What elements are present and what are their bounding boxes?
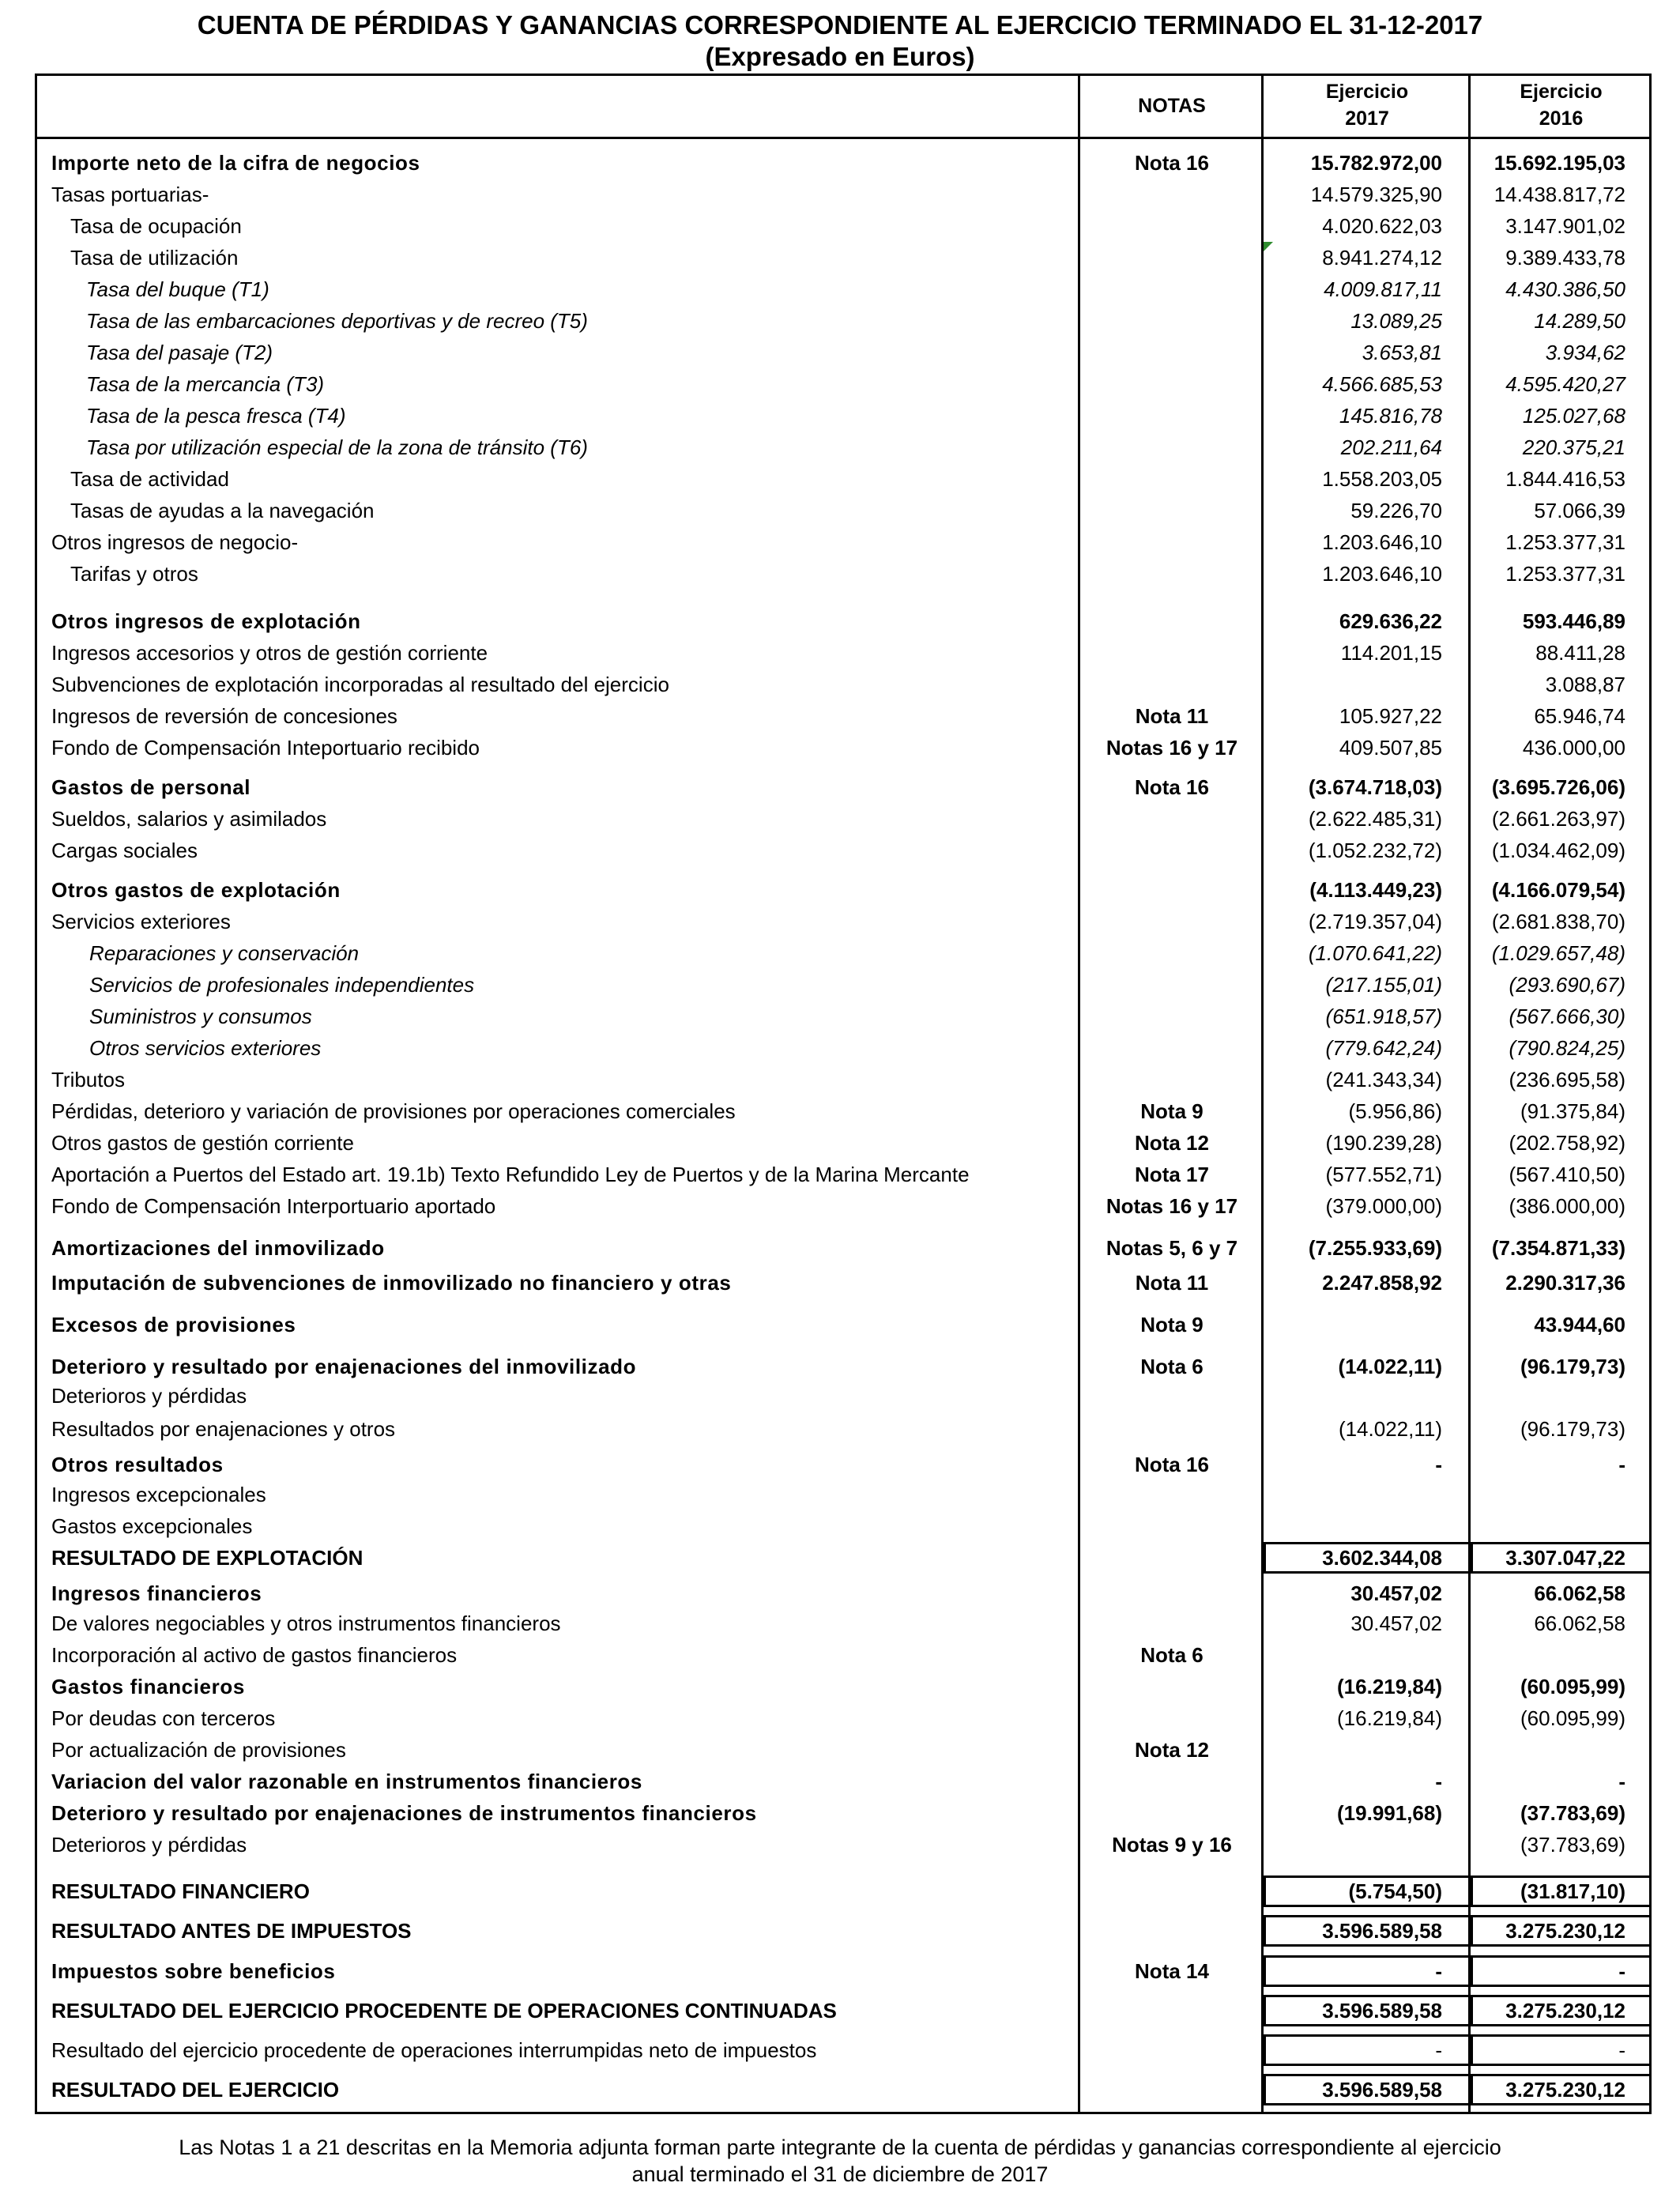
row-label: Ingresos de reversión de concesiones [51,704,397,728]
row-label: Otros servicios exteriores [89,1036,322,1060]
row-label: Tasa por utilización especial de la zona de tránsito (T6) [86,435,588,459]
table-row [37,669,1649,700]
row-label: Suministros y consumos [89,1005,312,1028]
row-label: Tarifas y otros [70,562,198,586]
row-value-2016: - [1618,2038,1625,2062]
row-value-2016: 15.692.195,03 [1494,151,1625,175]
table-row [37,937,1649,969]
table-row [37,1267,1649,1299]
row-value-2016: 1.253.377,31 [1505,530,1625,554]
table-row [37,1671,1649,1702]
row-value-2016: (96.179,73) [1520,1355,1625,1378]
table-row [37,1510,1649,1542]
table-row [37,1380,1649,1412]
row-nota: Nota 12 [1135,1738,1209,1762]
row-value-2016: 57.066,39 [1534,499,1625,522]
row-label: RESULTADO DE EXPLOTACIÓN [51,1546,363,1570]
row-value-2016: 1.253.377,31 [1505,562,1625,586]
row-value-2017: 3.596.589,58 [1322,1919,1442,1943]
row-label: Otros gastos de explotación [51,878,341,902]
row-label: Variacion del valor razonable en instrumentos financieros [51,1770,642,1793]
table-row [37,273,1649,305]
table-row [37,2074,1649,2105]
row-value-2017: 1.203.646,10 [1322,530,1442,554]
row-value-2017: (577.552,71) [1325,1163,1442,1186]
table-row [37,803,1649,835]
row-value-2016: (567.410,50) [1509,1163,1625,1186]
row-value-2017: 3.602.344,08 [1322,1546,1442,1570]
row-label: Resultado del ejercicio procedente de operaciones interrumpidas neto de impuestos [51,2038,817,2062]
row-label: Tasa del buque (T1) [86,277,269,301]
row-value-2017: (19.991,68) [1337,1801,1442,1825]
row-value-2016: 43.944,60 [1534,1313,1625,1336]
row-value-2016: 3.275.230,12 [1505,1919,1625,1943]
table-row [37,1766,1649,1797]
row-value-2016: (1.034.462,09) [1491,839,1625,862]
row-value-2017: (2.719.357,04) [1308,910,1442,933]
row-value-2016: 3.934,62 [1545,341,1625,364]
table-row [37,1479,1649,1510]
row-value-2017: 629.636,22 [1339,609,1442,633]
row-value-2017: (1.052.232,72) [1308,839,1442,862]
row-label: Gastos excepcionales [51,1514,253,1538]
row-label: Otros gastos de gestión corriente [51,1131,354,1155]
row-value-2016: (3.695.726,06) [1491,775,1625,799]
row-value-2016: (1.029.657,48) [1491,941,1625,965]
table-header [37,76,1649,139]
row-label: Otros ingresos de negocio- [51,530,299,554]
row-value-2017: (779.642,24) [1325,1036,1442,1060]
row-value-2017: 14.579.325,90 [1310,183,1442,206]
row-value-2016: (60.095,99) [1520,1675,1625,1698]
row-nota: Nota 11 [1135,1271,1209,1295]
row-value-2016: (91.375,84) [1520,1099,1625,1123]
row-value-2017: 3.596.589,58 [1322,2078,1442,2102]
table-row [37,147,1649,179]
row-label: Deterioros y pérdidas [51,1833,247,1857]
table-row [37,1542,1649,1574]
row-value-2016: - [1618,1770,1625,1793]
row-nota: Nota 17 [1135,1163,1209,1186]
row-value-2017: - [1435,1959,1442,1983]
row-label: Gastos financieros [51,1675,245,1698]
table-row [37,179,1649,210]
row-value-2017: 13.089,25 [1350,309,1442,333]
header-ejercicio-2017 [1264,76,1471,137]
table-row [37,463,1649,495]
row-value-2016: 4.430.386,50 [1505,277,1625,301]
table-row [37,732,1649,763]
row-value-2016: (37.783,69) [1520,1833,1625,1857]
row-value-2017: (1.070.641,22) [1308,941,1442,965]
row-value-2016: 3.307.047,22 [1505,1546,1625,1570]
table-row [37,1413,1649,1445]
table-row [37,1309,1649,1340]
row-nota: Notas 16 y 17 [1106,736,1238,760]
row-label: RESULTADO ANTES DE IMPUESTOS [51,1919,412,1943]
table-row [37,337,1649,368]
row-value-2017: (16.219,84) [1337,1706,1442,1730]
footnote [0,2134,1680,2188]
row-value-2016: 9.389.433,78 [1505,246,1625,270]
row-label: Tasa de utilización [70,246,239,270]
row-label: Ingresos excepcionales [51,1483,266,1506]
row-value-2016: (7.354.871,33) [1491,1236,1625,1260]
row-label: Ingresos financieros [51,1581,262,1605]
row-value-2016: (31.817,10) [1520,1879,1625,1903]
row-value-2017: (651.918,57) [1325,1005,1442,1028]
row-value-2017: (7.255.933,69) [1308,1236,1442,1260]
row-value-2017: 105.927,22 [1339,704,1442,728]
row-label: Deterioros y pérdidas [51,1384,247,1408]
row-nota: Nota 14 [1135,1959,1209,1983]
header-2017-line-1: Ejercicio [1325,81,1409,103]
row-value-2017: (217.155,01) [1325,973,1442,997]
row-label: Tasas portuarias- [51,183,209,206]
row-value-2017: 409.507,85 [1339,736,1442,760]
row-value-2017: - [1435,1453,1442,1476]
row-label: Amortizaciones del inmovilizado [51,1236,385,1260]
table-row [37,835,1649,866]
table-row [37,1449,1649,1480]
table-row [37,495,1649,526]
row-value-2016: 88.411,28 [1535,641,1625,665]
row-nota: Nota 9 [1140,1099,1203,1123]
table-row [37,1639,1649,1671]
row-label: Gastos de personal [51,775,251,799]
row-label: Tasas de ayudas a la navegación [70,499,375,522]
row-value-2016: 14.438.817,72 [1494,183,1625,206]
table-row [37,1578,1649,1609]
row-value-2016: 65.946,74 [1534,704,1625,728]
table-row [37,605,1649,637]
row-label: Importe neto de la cifra de negocios [51,151,420,175]
table-row [37,969,1649,1001]
row-label: Imputación de subvenciones de inmovilizado no financiero y otras [51,1271,732,1295]
row-label: Cargas sociales [51,839,198,862]
row-label: Otros resultados [51,1453,224,1476]
table-row [37,637,1649,669]
row-label: Por actualización de provisiones [51,1738,346,1762]
row-value-2016: 3.088,87 [1545,673,1625,696]
row-label: Ingresos accesorios y otros de gestión corriente [51,641,488,665]
title-line-2: (Expresado en Euros) [705,42,975,71]
row-label: De valores negociables y otros instrumentos financieros [51,1612,561,1635]
row-label: RESULTADO DEL EJERCICIO [51,2078,340,2102]
row-value-2016: (567.666,30) [1509,1005,1625,1028]
cell-comment-marker [1264,242,1273,251]
table-row [37,432,1649,463]
row-label: Deterioro y resultado por enajenaciones del inmovilizado [51,1355,637,1378]
table-row [37,1001,1649,1032]
document-title [0,9,1680,73]
header-2017-line-2: 2017 [1345,107,1389,130]
row-value-2017: (4.113.449,23) [1309,878,1442,902]
row-nota: Nota 16 [1135,151,1209,175]
row-value-2016: (790.824,25) [1509,1036,1625,1060]
row-value-2017: 1.203.646,10 [1322,562,1442,586]
table-row [37,1127,1649,1159]
row-nota: Nota 6 [1140,1643,1203,1667]
row-label: Impuestos sobre beneficios [51,1959,336,1983]
row-nota: Notas 16 y 17 [1106,1194,1238,1218]
table-row [37,558,1649,590]
header-ejercicio-2016 [1471,76,1652,137]
table-row [37,1797,1649,1829]
row-value-2017: 30.457,02 [1350,1612,1442,1635]
row-value-2016: 14.289,50 [1534,309,1625,333]
row-label: Fondo de Compensación Interportuario aportado [51,1194,496,1218]
row-label: Tasa de las embarcaciones deportivas y de recreo (T5) [86,309,588,333]
table-row [37,1190,1649,1222]
header-2016-line-2: 2016 [1539,107,1584,130]
row-value-2016: (386.000,00) [1509,1194,1625,1218]
row-nota: Nota 16 [1135,1453,1209,1476]
row-value-2017: (5.754,50) [1348,1879,1442,1903]
table-row [37,1829,1649,1860]
table-row [37,1915,1649,1947]
row-value-2017: (3.674.718,03) [1308,775,1442,799]
row-value-2016: 4.595.420,27 [1505,372,1625,396]
header-notas: NOTAS [1138,95,1206,117]
table-row [37,242,1649,273]
row-value-2017: 2.247.858,92 [1322,1271,1442,1295]
row-label: RESULTADO FINANCIERO [51,1879,310,1903]
row-value-2016: 125.027,68 [1522,404,1625,428]
row-value-2016: (96.179,73) [1520,1417,1625,1441]
table-row [37,906,1649,937]
table-row [37,1159,1649,1190]
row-label: Servicios exteriores [51,910,231,933]
table-row [37,368,1649,400]
row-nota: Nota 12 [1135,1131,1209,1155]
row-label: RESULTADO DEL EJERCICIO PROCEDENTE DE OPERACIONES CONTINUADAS [51,1999,837,2022]
row-value-2016: (4.166.079,54) [1491,878,1625,902]
row-value-2016: (236.695,58) [1509,1068,1625,1091]
row-value-2017: (190.239,28) [1325,1131,1442,1155]
row-label: Tasa del pasaje (T2) [86,341,273,364]
row-label: Resultados por enajenaciones y otros [51,1417,396,1441]
row-value-2017: 114.201,15 [1340,641,1442,665]
row-value-2017: (14.022,11) [1338,1417,1442,1441]
table-row [37,1232,1649,1264]
row-label: Tasa de actividad [70,467,229,491]
table-row [37,210,1649,242]
row-value-2016: (2.681.838,70) [1491,910,1625,933]
row-value-2016: 1.844.416,53 [1505,467,1625,491]
row-value-2016: 436.000,00 [1522,736,1625,760]
table-row [37,526,1649,558]
row-value-2017: 4.566.685,53 [1322,372,1442,396]
row-value-2017: 30.457,02 [1350,1581,1442,1605]
header-2016-line-1: Ejercicio [1520,81,1603,103]
row-value-2016: 3.147.901,02 [1505,214,1625,238]
table-row [37,1064,1649,1095]
row-value-2016: (293.690,67) [1509,973,1625,997]
income-statement-table [35,74,1652,2114]
row-value-2017: 1.558.203,05 [1322,467,1442,491]
row-value-2016: - [1618,1959,1625,1983]
row-value-2017: 59.226,70 [1350,499,1442,522]
row-label: Pérdidas, deterioro y variación de provisiones por operaciones comerciales [51,1099,736,1123]
row-nota: Notas 5, 6 y 7 [1106,1236,1238,1260]
table-row [37,400,1649,432]
row-nota: Nota 11 [1135,704,1209,728]
table-row [37,1351,1649,1382]
row-value-2016: (37.783,69) [1520,1801,1625,1825]
table-row [37,1734,1649,1766]
row-label: Tasa de la mercancia (T3) [86,372,325,396]
table-row [37,874,1649,906]
row-value-2016: (202.758,92) [1509,1131,1625,1155]
row-label: Deterioro y resultado por enajenaciones de instrumentos financieros [51,1801,757,1825]
row-nota: Nota 6 [1140,1355,1203,1378]
row-label: Servicios de profesionales independientes [89,973,475,997]
row-label: Por deudas con terceros [51,1706,276,1730]
row-nota: Nota 9 [1140,1313,1203,1336]
row-value-2017: 8.941.274,12 [1322,246,1442,270]
table-row [37,1955,1649,1987]
row-value-2016: (60.095,99) [1520,1706,1625,1730]
table-row [37,305,1649,337]
row-value-2017: (16.219,84) [1337,1675,1442,1698]
table-row [37,771,1649,803]
title-line-1: CUENTA DE PÉRDIDAS Y GANANCIAS CORRESPONDIENTE AL EJERCICIO TERMINADO EL 31-12-2017 [197,10,1483,40]
row-label: Aportación a Puertos del Estado art. 19.1b) Texto Refundido Ley de Puertos y de la Marina Mercante [51,1163,970,1186]
row-label: Tasa de la pesca fresca (T4) [86,404,346,428]
row-value-2016: 66.062,58 [1534,1612,1625,1635]
table-row [37,700,1649,732]
row-value-2017: (5.956,86) [1348,1099,1442,1123]
row-label: Reparaciones y conservación [89,941,360,965]
row-value-2017: 15.782.972,00 [1310,151,1442,175]
row-label: Fondo de Compensación Inteportuario recibido [51,736,480,760]
table-row [37,1702,1649,1734]
row-nota: Nota 16 [1135,775,1209,799]
row-value-2017: 4.009.817,11 [1324,277,1442,301]
row-value-2016: 3.275.230,12 [1505,1999,1625,2022]
row-label: Tributos [51,1068,125,1091]
row-value-2017: - [1435,1770,1442,1793]
row-value-2016: (2.661.263,97) [1491,807,1625,831]
row-nota: Notas 9 y 16 [1112,1833,1232,1857]
row-value-2017: (14.022,11) [1338,1355,1442,1378]
row-label: Tasa de ocupación [70,214,242,238]
table-row [37,1095,1649,1127]
row-value-2017: (241.343,34) [1325,1068,1442,1091]
table-row [37,1032,1649,1064]
row-value-2016: 66.062,58 [1534,1581,1625,1605]
footnote-line-1: Las Notas 1 a 21 descritas en la Memoria adjunta forman parte integrante de la cuenta de pérdidas y ganancias correspondiente al ejercicio [179,2136,1501,2159]
row-label: Incorporación al activo de gastos financieros [51,1643,458,1667]
row-label: Subvenciones de explotación incorporadas al resultado del ejercicio [51,673,669,696]
row-value-2017: - [1435,2038,1442,2062]
row-label: Excesos de provisiones [51,1313,296,1336]
row-value-2016: 2.290.317,36 [1505,1271,1625,1295]
table-row [37,1995,1649,2026]
row-value-2017: (2.622.485,31) [1308,807,1442,831]
footnote-line-2: anual terminado el 31 de diciembre de 2017 [631,2162,1049,2186]
table-row [37,2034,1649,2066]
row-value-2016: 3.275.230,12 [1505,2078,1625,2102]
row-value-2016: 220.375,21 [1522,435,1625,459]
row-value-2017: 3.596.589,58 [1322,1999,1442,2022]
table-row [37,1875,1649,1907]
row-value-2017: 4.020.622,03 [1322,214,1442,238]
row-label: Sueldos, salarios y asimilados [51,807,327,831]
row-value-2017: 3.653,81 [1362,341,1442,364]
row-value-2017: 145.816,78 [1339,404,1442,428]
row-value-2016: 593.446,89 [1522,609,1625,633]
row-value-2016: - [1618,1453,1625,1476]
row-value-2017: 202.211,64 [1340,435,1442,459]
row-value-2017: (379.000,00) [1325,1194,1442,1218]
table-row [37,1608,1649,1639]
row-label: Otros ingresos de explotación [51,609,361,633]
